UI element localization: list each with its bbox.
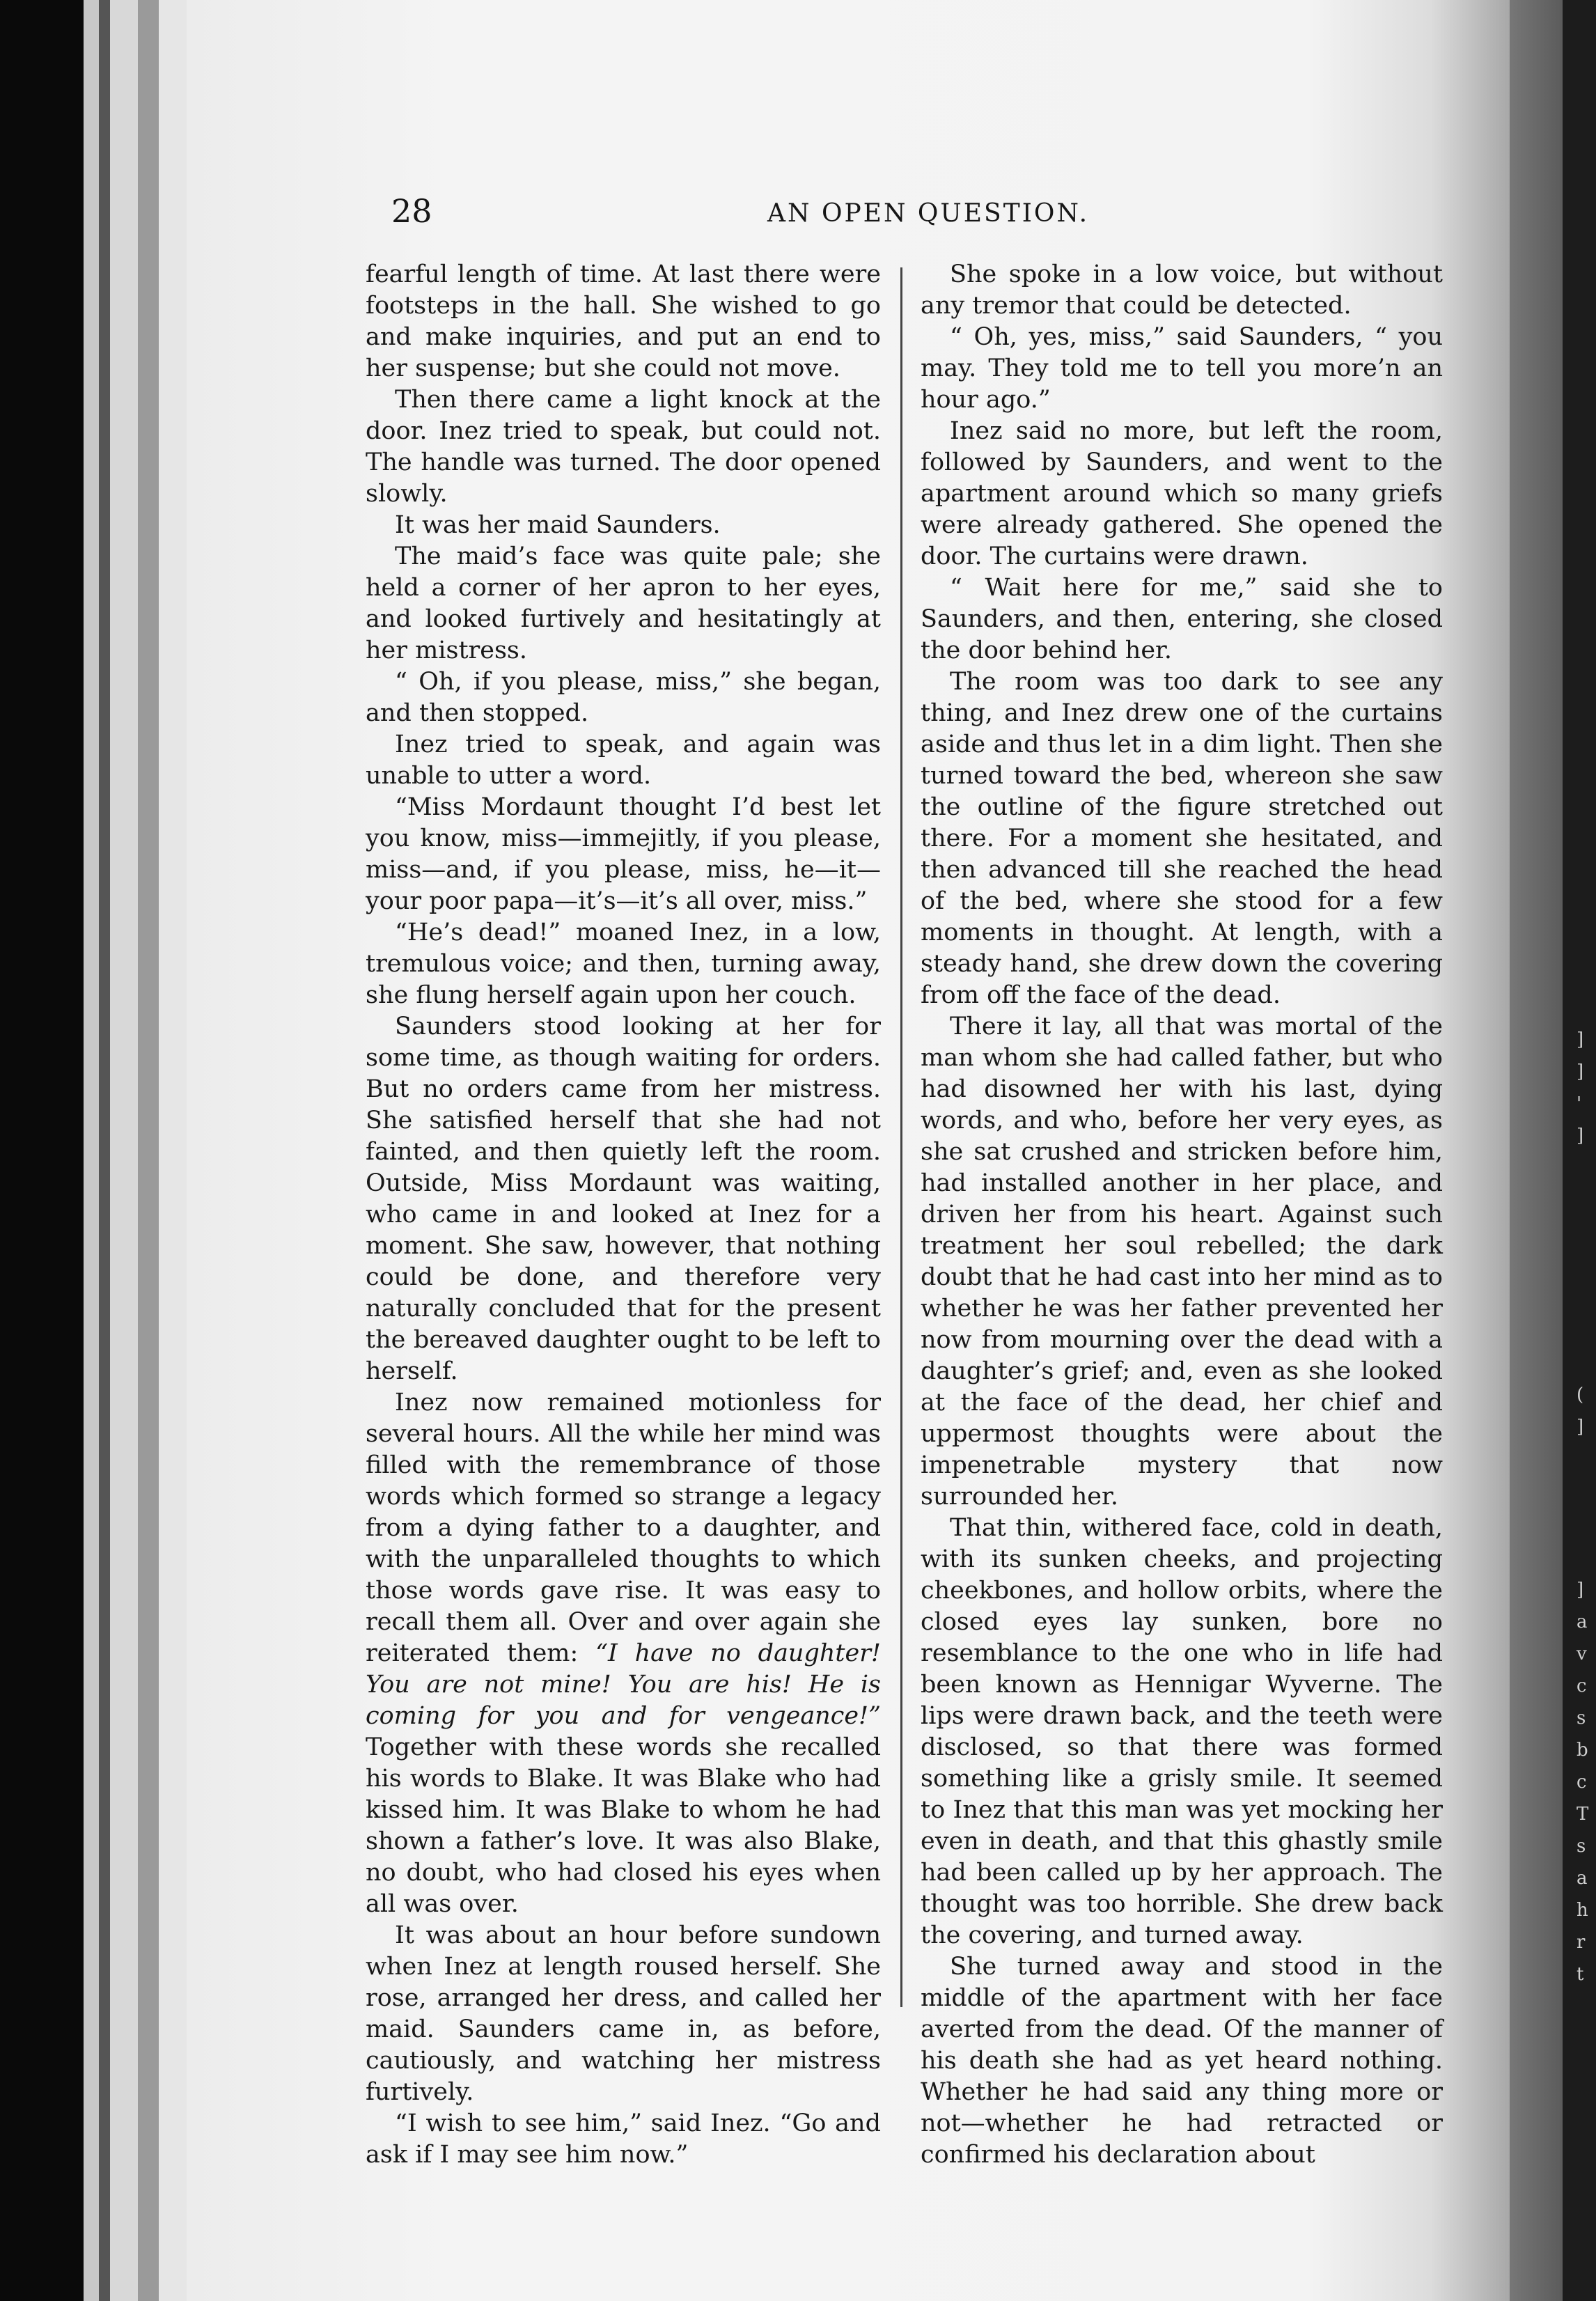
fragment-letter: ( — [1577, 1384, 1584, 1405]
fragment-letter: v — [1577, 1644, 1587, 1664]
paragraph: It was her maid Saunders. — [395, 511, 721, 539]
page-stack-edge — [159, 0, 187, 2301]
paragraph: Inez said no more, but left the room, followed by Saunders, and went to the apartment around which so many griefs were already gathered. She opened the door. The curtains were drawn. — [921, 417, 1443, 570]
fragment-letter: c — [1577, 1676, 1587, 1696]
paragraph: The room was too dark to see any thing, and Inez drew one of the curtains aside and thus let in a dim light. Then she turned toward the bed, whereon she saw the outline of the figure stretched out there. For a moment she hesitated, and then advanced till she reached the head of the bed, where she stood for a few moments in thought. At length, with a steady hand, she drew down the covering from off the face of the dead. — [921, 668, 1443, 1009]
facing-page-fragments — [1577, 1379, 1590, 1443]
fragment-letter: r — [1577, 1932, 1586, 1953]
italic-quote: “I have no daughter! You are not mine! You are his! He is coming for you and for vengeance!” — [366, 1639, 881, 1730]
paragraph: “I wish to see him,” said Inez. “Go and ask if I may see him now.” — [366, 2109, 881, 2169]
page-stack-edge — [138, 0, 159, 2301]
paragraph: She spoke in a low voice, but without any tremor that could be detected. — [921, 260, 1443, 320]
running-title: AN OPEN QUESTION. — [767, 199, 1090, 228]
paragraph-text: Inez now remained motionless for several hours. All the while her mind was filled with the remembrance of those words which formed so strange a legacy from a dying father to a daughter, and with the unparalleled thoughts to which those words gave rise. It was easy to recall them all. Over and over again she reiterated them: — [366, 1389, 881, 1667]
facing-page-fragments — [1577, 1024, 1590, 1152]
right-text-column — [921, 259, 1443, 2171]
page-stack-edge — [99, 0, 110, 2301]
fragment-letter: c — [1577, 1772, 1587, 1793]
paragraph: Then there came a light knock at the door. Inez tried to speak, but could not. The handle was turned. The door opened slowly. — [366, 386, 881, 508]
fragment-letter: t — [1577, 1964, 1584, 1985]
paragraph: “He’s dead!” moaned Inez, in a low, tremulous voice; and then, turning away, she flung herself again upon her couch. — [366, 919, 881, 1009]
paragraph: She turned away and stood in the middle of the apartment with her face averted from the dead. Of the manner of his death she had as yet heard nothing. Whether he had said any thing more or not—whether he had retracted or confirmed his declaration about — [921, 1953, 1443, 2169]
fragment-letter: ] — [1577, 1417, 1584, 1437]
paragraph-text: Together with these words she recalled his words to Blake. It was Blake who had kissed him. It was Blake to whom he had shown a father’s love. It was also Blake, no doubt, who had closed his eyes when all was over. — [366, 1733, 881, 1918]
page-number: 28 — [391, 192, 432, 230]
fragment-letter: T — [1577, 1804, 1589, 1825]
fragment-letter: s — [1577, 1708, 1586, 1729]
page-stack-edge — [84, 0, 99, 2301]
left-text-column — [366, 259, 881, 2171]
facing-page-fragments — [1577, 1574, 1590, 1990]
paragraph: fearful length of time. At last there were footsteps in the hall. She wished to go and make inquiries, and put an end to her suspense; but she could not move. — [366, 260, 881, 382]
fragment-letter: ] — [1577, 1125, 1584, 1146]
paragraph: Inez tried to speak, and again was unable to utter a word. — [366, 731, 881, 790]
fragment-letter: ] — [1577, 1061, 1584, 1082]
paragraph: “ Oh, if you please, miss,” she began, and then stopped. — [366, 668, 881, 727]
fragment-letter: h — [1577, 1900, 1588, 1921]
fragment-letter: ] — [1577, 1029, 1584, 1050]
paragraph: It was about an hour before sundown when Inez at length roused herself. She rose, arranged her dress, and called her maid. Saunders came in, as before, cautiously, and watching her mistress furtively. — [366, 1921, 881, 2106]
page-header — [376, 187, 1448, 242]
paragraph — [366, 1387, 881, 1920]
paragraph: “ Wait here for me,” said she to Saunders, and then, entering, she closed the door behind her. — [921, 574, 1443, 664]
paragraph: There it lay, all that was mortal of the man whom she had called father, but who had disowned her with his last, dying words, and who, before her very eyes, as she sat crushed and stricken before him, had installed another in her place, and driven her from his heart. Against such treatment her soul rebelled; the dark doubt that he had cast into her mind as to whether he was her father prevented her now from mourning over the dead with a daughter’s grief; and, even as she looked at the face of the dead, her chief and uppermost thoughts were about the impenetrable mystery that now surrounded her. — [921, 1013, 1443, 1511]
fragment-letter: a — [1577, 1868, 1588, 1889]
paragraph: The maid’s face was quite pale; she held a corner of her apron to her eyes, and looked furtively and hesitatingly at her mistress. — [366, 543, 881, 664]
fragment-letter: ' — [1577, 1093, 1582, 1114]
paragraph: Saunders stood looking at her for some time, as though waiting for orders. But no orders came from her mistress. She satisfied herself that she had not fainted, and then quietly left the room. Outside, Miss Mordaunt was waiting, who came in and looked at Inez for a moment. She saw, however, that nothing could be done, and therefore very naturally concluded that for the present the bereaved daughter ought to be left to herself. — [366, 1013, 881, 1385]
column-rule — [900, 267, 902, 2007]
paragraph: “Miss Mordaunt thought I’d best let you know, miss—immejitly, if you please, miss—and, if you please, miss, he—it—your poor papa—it’s—it’s all over, miss.” — [366, 793, 881, 915]
paragraph: That thin, withered face, cold in death, with its sunken cheeks, and projecting cheekbones, and hollow orbits, where the closed eyes lay sunken, bore no resemblance to the one who in life had been known as Hennigar Wyverne. The lips were drawn back, and the teeth were disclosed, so that there was formed something like a grisly smile. It seemed to Inez that this man was yet mocking her even in death, and that this ghastly smile had been called up by her approach. The thought was too horrible. She drew back the covering, and turned away. — [921, 1514, 1443, 1949]
fragment-letter: a — [1577, 1612, 1588, 1632]
paragraph: “ Oh, yes, miss,” said Saunders, “ you may. They told me to tell you more’n an hour ago.” — [921, 323, 1443, 414]
page-stack-edge — [110, 0, 138, 2301]
fragment-letter: s — [1577, 1836, 1586, 1857]
fragment-letter: ] — [1577, 1580, 1584, 1600]
fragment-letter: b — [1577, 1740, 1588, 1761]
